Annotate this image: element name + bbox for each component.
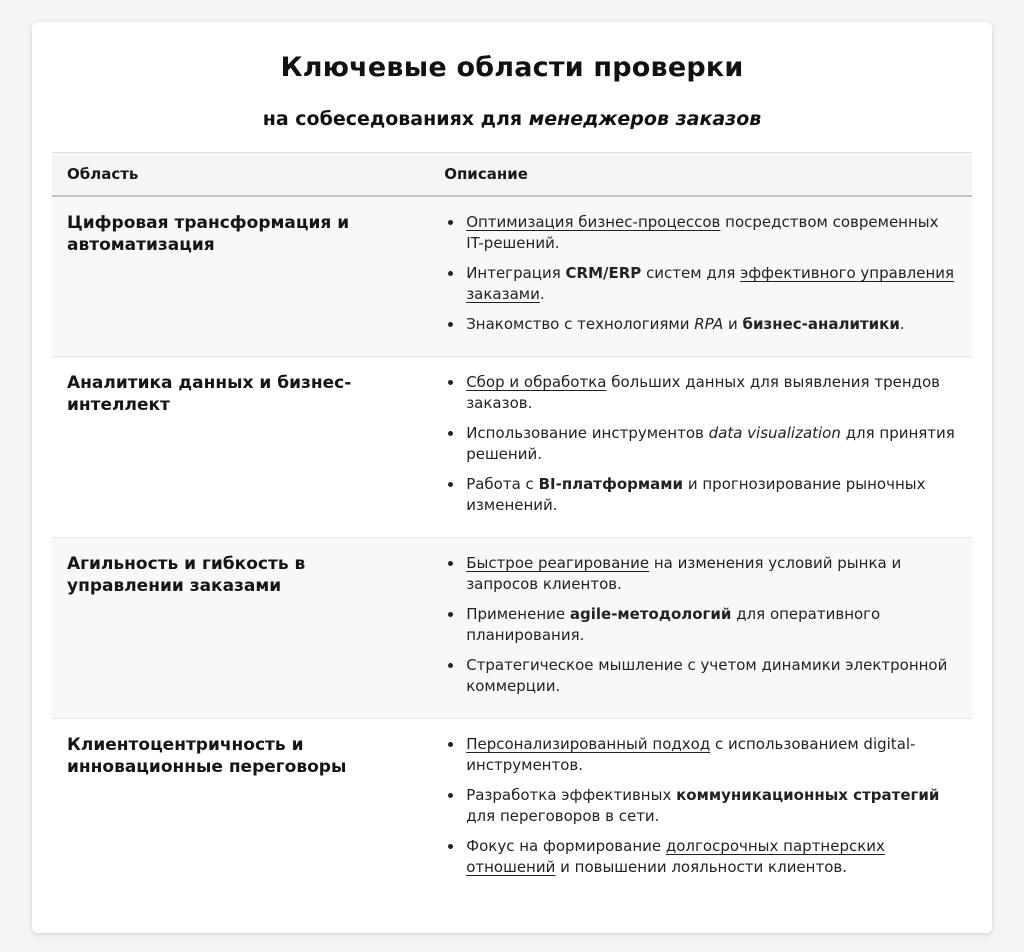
text-run: для принятия решений. [466, 424, 955, 463]
bullet-item [464, 604, 957, 646]
text-run: и прогнозирование рыночных изменений. [466, 475, 926, 514]
text-run: бизнес-аналитики [742, 315, 900, 333]
description-cell [429, 538, 972, 719]
text-run: систем для [641, 264, 741, 282]
table-row [52, 196, 972, 357]
text-run: коммуникационных стратегий [676, 786, 940, 804]
bullet-item [464, 836, 957, 878]
text-run: . [899, 315, 905, 333]
area-cell: Аналитика данных и бизнес-интеллект [67, 373, 352, 416]
text-run: Персонализированный подход [466, 735, 711, 753]
text-run: Разработка эффективных [466, 786, 677, 804]
area-cell: Агильность и гибкость в управлении заказами [52, 538, 429, 719]
bullet-item [464, 655, 957, 697]
table-row [52, 357, 972, 538]
description-bullet-list [444, 212, 957, 335]
page-title: Ключевые области проверки [280, 52, 744, 83]
table-row [52, 538, 972, 719]
text-run: Работа с [466, 475, 539, 493]
bullet-item [464, 372, 957, 414]
bullet-item [464, 553, 957, 595]
subtitle-prefix: на собеседованиях для [262, 108, 529, 130]
text-run: для переговоров в сети. [466, 807, 660, 825]
description-bullet-list [444, 734, 957, 878]
text-run: долгосрочных партнерских отношений [466, 837, 885, 876]
text-run: для оперативного планирования. [466, 605, 881, 644]
bullet-item [464, 734, 957, 776]
page-subtitle [52, 108, 972, 130]
column-header-area: Область [52, 153, 429, 197]
text-run: Сбор и обработка [466, 373, 607, 391]
document-card [32, 22, 992, 933]
text-run: Быстрое реагирование [466, 554, 650, 572]
text-run: BI-платформами [538, 475, 684, 493]
bullet-item [464, 785, 957, 827]
description-cell [429, 357, 972, 538]
text-run: больших данных для выявления трендов заказов. [466, 373, 941, 412]
text-run: Фокус на формирование [466, 837, 666, 855]
text-run: посредством современных IT-решений. [466, 213, 939, 252]
text-run: CRM/ERP [565, 264, 642, 282]
table-body [52, 196, 972, 899]
text-run: . [539, 285, 545, 303]
bullet-item [464, 212, 957, 254]
subtitle-emphasis: менеджеров заказов [528, 108, 762, 130]
text-run: с использованием digital-инструментов. [466, 735, 916, 774]
check-areas-table [52, 152, 972, 899]
bullet-item [464, 263, 957, 305]
text-run: Стратегическое мышление с учетом динамики электронной коммерции. [466, 656, 948, 695]
text-run: Использование инструментов [466, 424, 709, 442]
text-run: data visualization [708, 424, 841, 442]
table-row [52, 719, 972, 900]
bullet-item [464, 474, 957, 516]
table-header [52, 153, 972, 197]
text-run: эффективного управления заказами [466, 264, 955, 303]
text-run: agile-методологий [569, 605, 732, 623]
area-cell: Клиентоцентричность и инновационные переговоры [67, 735, 347, 778]
description-bullet-list [444, 553, 957, 697]
description-bullet-list [444, 372, 957, 516]
text-run: и [723, 315, 743, 333]
text-run: на изменения условий рынка и запросов клиентов. [466, 554, 902, 593]
table-header-row [52, 153, 972, 197]
text-run: RPA [694, 315, 724, 333]
description-cell [429, 196, 972, 357]
text-run: Оптимизация бизнес-процессов [466, 213, 721, 231]
bullet-item [464, 314, 957, 335]
text-run: и повышении лояльности клиентов. [555, 858, 847, 876]
text-run: Применение [466, 605, 570, 623]
bullet-item [464, 423, 957, 465]
column-header-description: Описание [429, 153, 972, 197]
description-cell [429, 719, 972, 900]
text-run: Интеграция [466, 264, 566, 282]
area-cell: Цифровая трансформация и автоматизация [52, 196, 429, 357]
text-run: Знакомство с технологиями [466, 315, 695, 333]
